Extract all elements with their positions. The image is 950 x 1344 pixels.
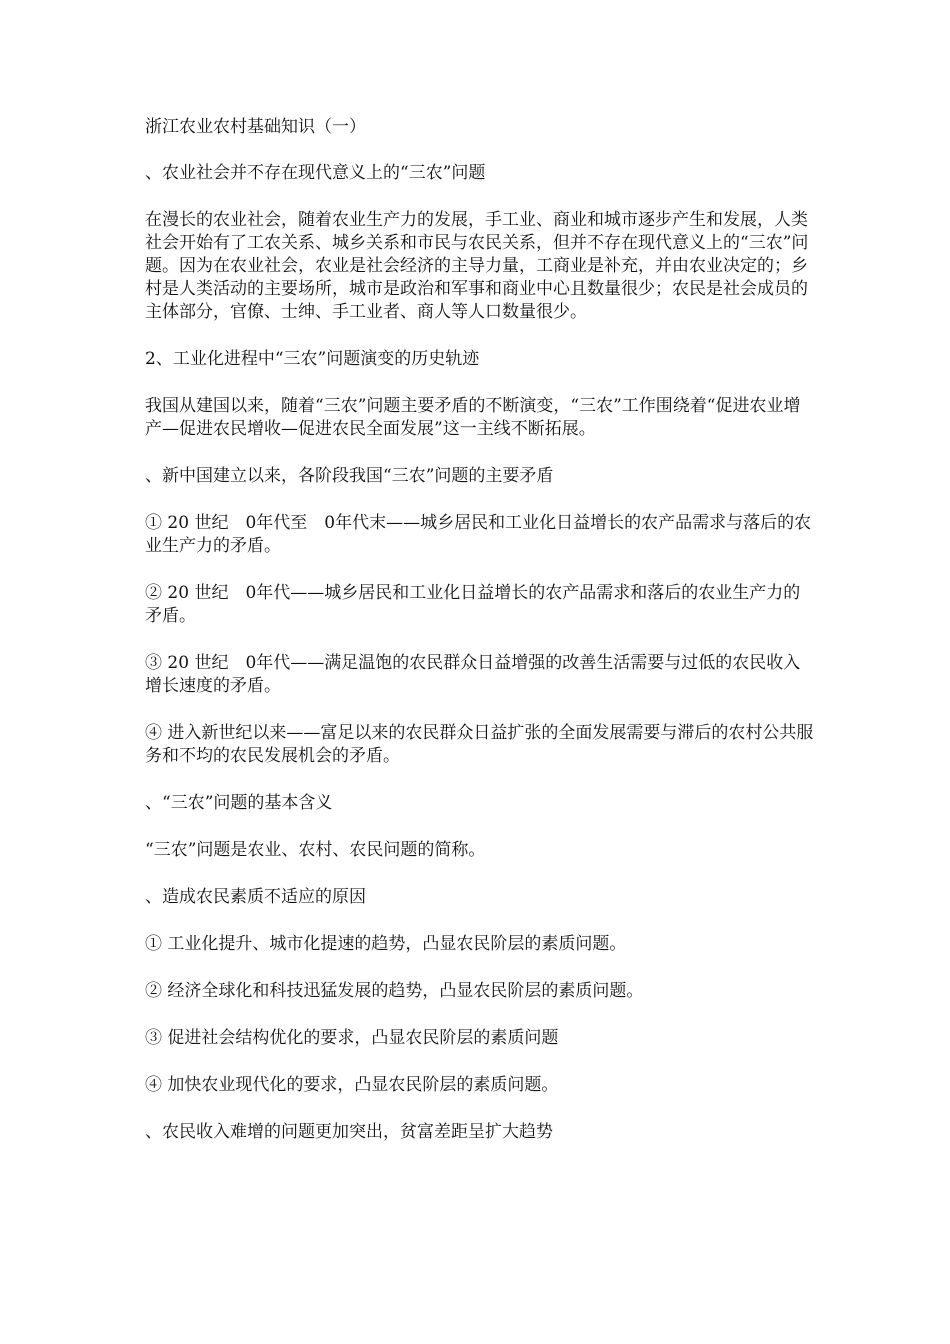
paragraph: 在漫长的农业社会，随着农业生产力的发展，手工业、商业和城市逐步产生和发展，人类社会开始有了工农关系、城乡关系和市民与农民关系，但并不存在现代意义上的“三农”问题。因为在农业社会，农业是社会经济的主导力量，工商业是补充，并由农业决定的；乡村是人类活动的主要场所，城市是政治和军事和商业中心且数量很少；农民是社会成员的主体部分，官僚、士绅、手工业者、商人等人口数量很少。 [145, 210, 809, 322]
section-heading: 、农民收入难增的问题更加突出，贫富差距呈扩大趋势 [145, 1122, 553, 1142]
list-item: ① 工业化提升、城市化提速的趋势，凸显农民阶层的素质问题。 [145, 934, 627, 954]
document-title: 浙江农业农村基础知识（一） [145, 117, 366, 137]
document-body [145, 116, 815, 1168]
section-heading: 2、工业化进程中“三农”问题演变的历史轨迹 [145, 349, 480, 369]
section-heading: 、造成农民素质不适应的原因 [145, 887, 366, 907]
list-item: ④ 进入新世纪以来——富足以来的农民群众日益扩张的全面发展需要与滞后的农村公共服务和不均的农民发展机会的矛盾。 [145, 723, 814, 766]
paragraph: “三农”问题是农业、农村、农民问题的简称。 [145, 840, 486, 860]
list-item: ④ 加快农业现代化的要求，凸显农民阶层的素质问题。 [145, 1075, 559, 1095]
section-heading: 、农业社会并不存在现代意义上的“三农”问题 [145, 163, 486, 183]
section-heading: 、“三农”问题的基本含义 [145, 793, 333, 813]
paragraph: 我国从建国以来，随着“三农”问题主要矛盾的不断演变，“三农”工作围绕着“促进农业增产—促进农民增收—促进农民全面发展”这一主线不断拓展。 [145, 396, 801, 439]
list-item: ③ 促进社会结构优化的要求，凸显农民阶层的素质问题 [145, 1028, 559, 1048]
section-heading: 、新中国建立以来，各阶段我国“三农”问题的主要矛盾 [145, 466, 554, 486]
list-item: ① 20 世纪 0年代至 0年代末——城乡居民和工业化日益增长的农产品需求与落后的农业生产力的矛盾。 [145, 513, 812, 556]
list-item: ② 20 世纪 0年代——城乡居民和工业化日益增长的农产品需求和落后的农业生产力的矛盾。 [145, 583, 801, 626]
list-item: ② 经济全球化和科技迅猛发展的趋势，凸显农民阶层的素质问题。 [145, 981, 644, 1001]
list-item: ③ 20 世纪 0年代——满足温饱的农民群众日益增强的改善生活需要与过低的农民收入增长速度的矛盾。 [145, 653, 801, 696]
